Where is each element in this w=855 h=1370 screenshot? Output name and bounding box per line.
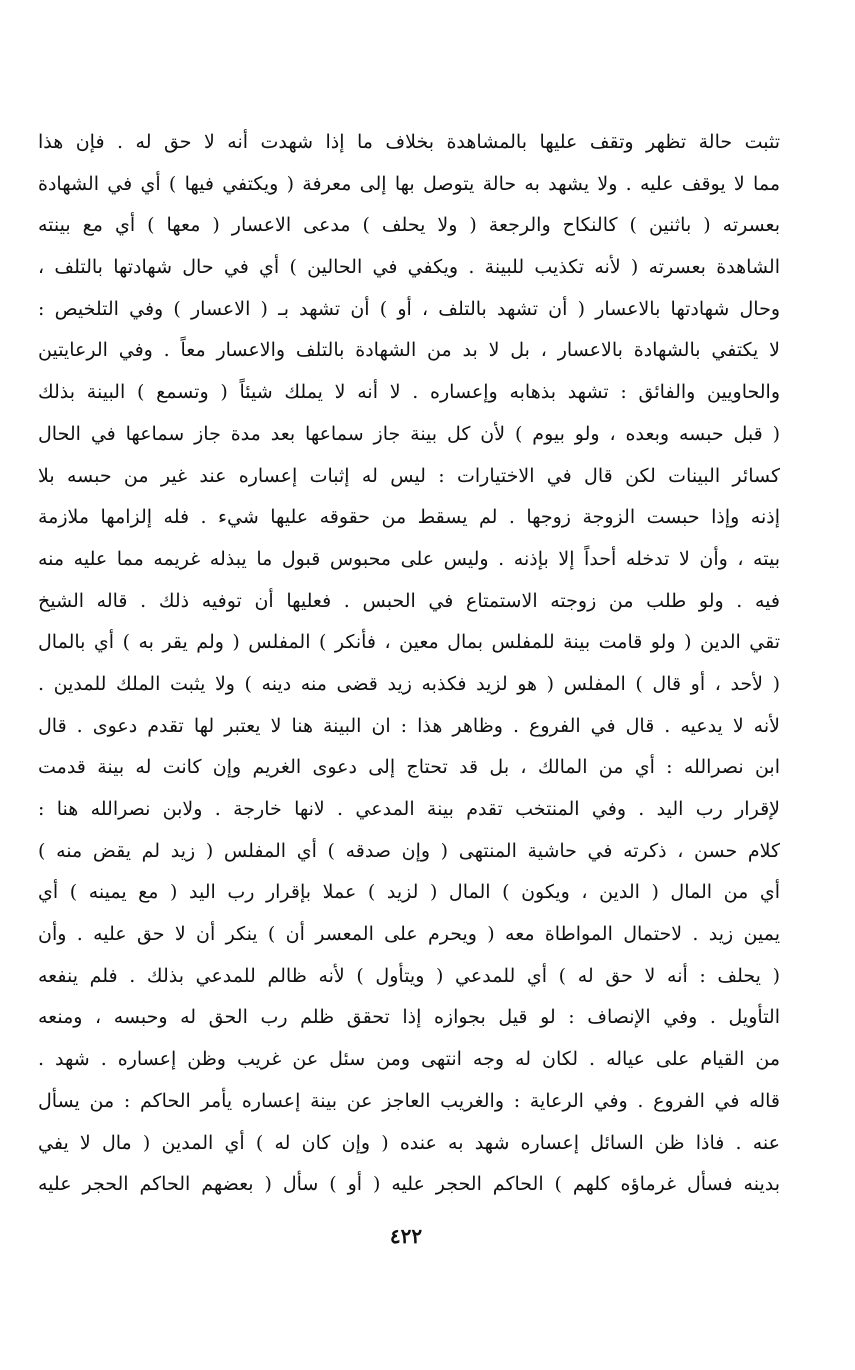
text-line: بدينه فسأل غرماؤه كلهم ) الحاكم الحجر عليه ( أو ) سأل ( بعضهم الحاكم الحجر عليه — [38, 1173, 780, 1196]
text-line: إذنه وإذا حبست الزوجة زوجها . لم يسقط من حقوقه عليها شيء . فله إلزامها ملازمة — [38, 506, 780, 529]
text-line: من القيام على عياله . لكان له وجه انتهى ومن سئل عن غريب وظن إعساره . شهد . — [38, 1048, 780, 1071]
text-line: تثبت حالة تظهر وتقف عليها بالمشاهدة بخلاف ما إذا شهدت أنه لا حق له . فإن هذا — [38, 131, 780, 153]
text-line: ( قبل حبسه وبعده ، ولو بيوم ) لأن كل بينة جاز سماعها بعد مدة جاز سماعها في الحال — [38, 422, 780, 445]
text-line: قاله في الفروع . وفي الرعاية : والغريب العاجز عن بينة إعساره يأمر الحاكم : من يسأل — [38, 1089, 780, 1112]
text-line: أي من المال ( الدين ، ويكون ) المال ( لزيد ) عملا بإقرار رب اليد ( مع يمينه ) أي — [38, 881, 780, 904]
text-line: لأنه لا يدعيه . قال في الفروع . وظاهر هذا : ان البينة هنا لا يعتبر لها تقدم دعوى . قال — [38, 714, 780, 737]
text-line: تقي الدين ( ولو قامت بينة للمفلس بمال معين ، فأنكر ) المفلس ( ولم يقر به ) أي بالمال — [38, 631, 780, 654]
text-line: ( يحلف : أنه لا حق له ) أي للمدعي ( ويتأول ) لأنه ظالم للمدعي بذلك . فلم ينفعه — [38, 964, 780, 987]
text-line: والحاويين والفائق : تشهد بذهابه وإعساره . لا أنه لا يملك شيئاً ( وتسمع ) البينة بذلك — [38, 381, 780, 404]
text-line: الشاهدة بعسرته ( لأنه تكذيب للبينة . ويكفي في الحالين ) أي في حال شهادتها بالتلف ، — [38, 256, 780, 279]
page-number: ٤٢٢ — [389, 1224, 423, 1248]
text-line: كسائر البينات لكن قال في الاختيارات : ليس له إثبات إعساره عند غير من حبسه بلا — [38, 464, 780, 487]
text-line: ابن نصرالله : أي من المالك ، بل قد تحتاج إلى دعوى الغريم وإن كانت له بينة قدمت — [38, 756, 780, 779]
text-line: وحال شهادتها بالاعسار ( أن تشهد بالتلف ، أو ) أن تشهد بـ ( الاعسار ) وفي التلخيص : — [38, 297, 780, 320]
text-line: مما لا يوقف عليه . ولا يشهد به حالة يتوصل بها إلى معرفة ( ويكتفي فيها ) أي في الشهادة — [38, 172, 780, 195]
text-line: لا يكتفي بالشهادة بالاعسار ، بل لا بد من الشهادة بالتلف والاعسار معاً . وفي الرعايتين — [38, 339, 780, 362]
text-line: التأويل . وفي الإنصاف : لو قيل بجوازه إذا تحقق ظلم رب الحق له وحبسه ، ومنعه — [38, 1006, 780, 1029]
text-line: بيته ، وأن لا تدخله أحداً إلا بإذنه . وليس على محبوس قبول ما يبذله غريمه مما عليه منه — [38, 547, 780, 570]
text-line: ( لأحد ، أو قال ) المفلس ( هو لزيد فكذبه زيد قضى منه دينه ) ولا يثبت الملك للمدين . — [38, 672, 780, 695]
text-line: يمين زيد . لاحتمال المواطاة معه ( ويحرم على المعسر أن ) ينكر أن لا حق عليه . وأن — [38, 923, 780, 946]
text-line: كلام حسن ، ذكرته في حاشية المنتهى ( وإن صدقه ) أي المفلس ( زيد لم يقض منه ) — [38, 839, 780, 862]
text-line: عنه . فاذا ظن السائل إعساره شهد به عنده ( وإن كان له ) أي المدين ( مال لا يفي — [38, 1131, 780, 1154]
text-line: لإقرار رب اليد . وفي المنتخب تقدم بينة المدعي . لانها خارجة . ولابن نصرالله هنا : — [38, 798, 780, 820]
text-line: فيه . ولو طلب من زوجته الاستمتاع في الحبس . فعليها أن توفيه ذلك . قاله الشيخ — [38, 589, 780, 612]
text-line: بعسرته ( باثنين ) كالنكاح والرجعة ( ولا يحلف ) مدعى الاعسار ( معها ) أي مع بينته — [38, 214, 780, 237]
body-text — [38, 122, 780, 1206]
